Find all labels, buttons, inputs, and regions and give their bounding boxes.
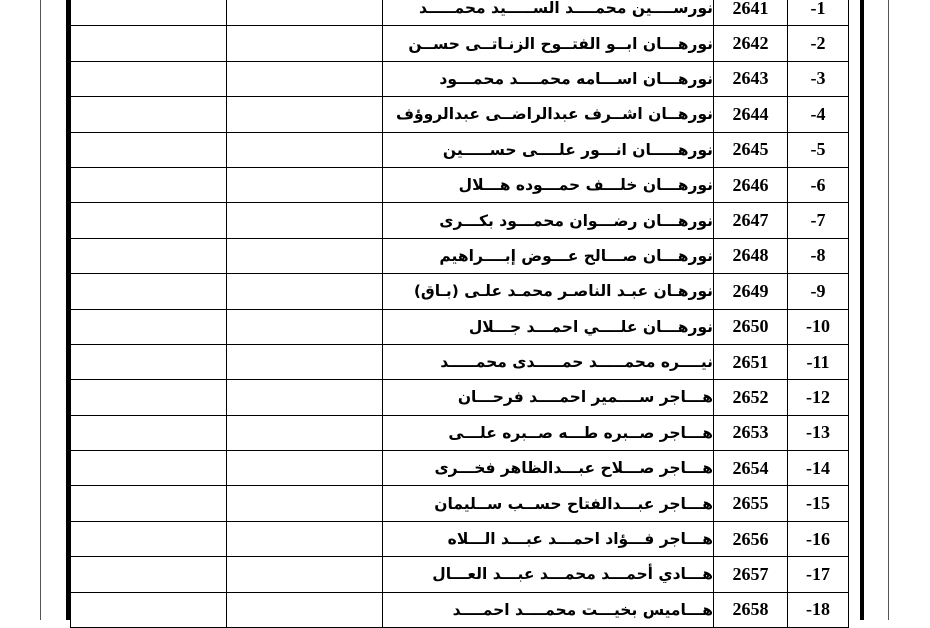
serial-number-cell: -7 xyxy=(788,203,849,238)
student-name-cell: نورهـان عبـد الناصـر محمـد علـى (بـاق) xyxy=(383,274,714,309)
student-name-cell: نورهــان اشــرف عبدالراضــى عبدالروؤف xyxy=(383,97,714,132)
student-table xyxy=(70,0,849,628)
page-border-right xyxy=(888,0,889,620)
student-name-cell: نورهـــان ابــو الفتــوح الزنـاتــى حســن xyxy=(383,26,714,61)
serial-number-cell: -6 xyxy=(788,167,849,202)
serial-number-cell: -3 xyxy=(788,61,849,96)
blank-cell xyxy=(227,0,383,26)
student-name-cell: هـــاميس بخيـــت محمــــد احمــــد xyxy=(383,592,714,627)
blank-cell xyxy=(227,167,383,202)
blank-cell xyxy=(227,132,383,167)
table-row xyxy=(71,344,849,379)
serial-number-cell: -4 xyxy=(788,97,849,132)
blank-cell xyxy=(227,238,383,273)
table-row xyxy=(71,274,849,309)
student-name-cell: هـــادي أحمـــد محمـــد عبـــد العـــال xyxy=(383,557,714,592)
seat-number-cell: 2643 xyxy=(714,61,788,96)
seat-number-cell: 2657 xyxy=(714,557,788,592)
blank-cell xyxy=(71,97,227,132)
seat-number-cell: 2655 xyxy=(714,486,788,521)
blank-cell xyxy=(227,557,383,592)
blank-cell xyxy=(71,380,227,415)
seat-number-cell: 2642 xyxy=(714,26,788,61)
serial-number-cell: -15 xyxy=(788,486,849,521)
blank-cell xyxy=(71,415,227,450)
student-name-cell: هـــاجر عبـــدالفتاح حســب ســليمان xyxy=(383,486,714,521)
table-row xyxy=(71,451,849,486)
seat-number-cell: 2650 xyxy=(714,309,788,344)
blank-cell xyxy=(227,309,383,344)
serial-number-cell: -17 xyxy=(788,557,849,592)
blank-cell xyxy=(227,592,383,627)
student-name-cell: هـــاجر صـــلاح عبـــدالظاهر فخـــرى xyxy=(383,451,714,486)
frame-border-right xyxy=(860,0,864,620)
student-name-cell: نورهـــــان انـــور علــــى حســـــين xyxy=(383,132,714,167)
serial-number-cell: -8 xyxy=(788,238,849,273)
blank-cell xyxy=(71,0,227,26)
seat-number-cell: 2653 xyxy=(714,415,788,450)
page-border-left xyxy=(40,0,41,620)
blank-cell xyxy=(71,167,227,202)
blank-cell xyxy=(71,309,227,344)
serial-number-cell: -16 xyxy=(788,521,849,556)
table-row xyxy=(71,557,849,592)
student-name-cell: نيــــره محمـــــد حمـــــدى محمـــــد xyxy=(383,344,714,379)
seat-number-cell: 2645 xyxy=(714,132,788,167)
student-name-cell: هـــاجر فـــؤاد احمـــد عبـــد الـــلاه xyxy=(383,521,714,556)
serial-number-cell: -10 xyxy=(788,309,849,344)
blank-cell xyxy=(227,274,383,309)
seat-number-cell: 2641 xyxy=(714,0,788,26)
blank-cell xyxy=(227,415,383,450)
table-row xyxy=(71,203,849,238)
student-name-cell: نورهـــان علــــي احمـــد جـــلال xyxy=(383,309,714,344)
blank-cell xyxy=(71,132,227,167)
seat-number-cell: 2646 xyxy=(714,167,788,202)
blank-cell xyxy=(71,451,227,486)
blank-cell xyxy=(71,557,227,592)
blank-cell xyxy=(71,592,227,627)
table-row xyxy=(71,521,849,556)
table-row xyxy=(71,592,849,627)
serial-number-cell: -1 xyxy=(788,0,849,26)
table-body xyxy=(71,0,849,628)
serial-number-cell: -11 xyxy=(788,344,849,379)
blank-cell xyxy=(227,26,383,61)
student-name-cell: هـــاجر صــبره طـــه صــبره علـــى xyxy=(383,415,714,450)
seat-number-cell: 2647 xyxy=(714,203,788,238)
seat-number-cell: 2652 xyxy=(714,380,788,415)
blank-cell xyxy=(71,203,227,238)
blank-cell xyxy=(71,521,227,556)
table-row xyxy=(71,238,849,273)
blank-cell xyxy=(227,521,383,556)
serial-number-cell: -2 xyxy=(788,26,849,61)
serial-number-cell: -13 xyxy=(788,415,849,450)
blank-cell xyxy=(71,274,227,309)
blank-cell xyxy=(227,344,383,379)
student-name-cell: نورســــين محمــــد الســـــيد محمـــــد xyxy=(383,0,714,26)
serial-number-cell: -12 xyxy=(788,380,849,415)
seat-number-cell: 2654 xyxy=(714,451,788,486)
blank-cell xyxy=(227,97,383,132)
blank-cell xyxy=(71,26,227,61)
table-row xyxy=(71,0,849,26)
seat-number-cell: 2651 xyxy=(714,344,788,379)
serial-number-cell: -5 xyxy=(788,132,849,167)
blank-cell xyxy=(71,486,227,521)
blank-cell xyxy=(227,486,383,521)
table-row xyxy=(71,167,849,202)
student-name-cell: هـــاجر ســــمير احمــــد فرحـــان xyxy=(383,380,714,415)
blank-cell xyxy=(227,451,383,486)
serial-number-cell: -9 xyxy=(788,274,849,309)
table-row xyxy=(71,61,849,96)
seat-number-cell: 2648 xyxy=(714,238,788,273)
blank-cell xyxy=(227,61,383,96)
seat-number-cell: 2644 xyxy=(714,97,788,132)
student-name-cell: نورهـــان رضـــوان محمـــود بكـــرى xyxy=(383,203,714,238)
seat-number-cell: 2658 xyxy=(714,592,788,627)
table-row xyxy=(71,132,849,167)
table-row xyxy=(71,415,849,450)
table-row xyxy=(71,486,849,521)
student-name-cell: نورهـــان اســـامه محمــــد محمـــود xyxy=(383,61,714,96)
serial-number-cell: -14 xyxy=(788,451,849,486)
table-row xyxy=(71,309,849,344)
seat-number-cell: 2649 xyxy=(714,274,788,309)
table-row xyxy=(71,97,849,132)
blank-cell xyxy=(227,203,383,238)
table-row xyxy=(71,26,849,61)
student-name-cell: نورهـــان صـــالح عـــوض إبــــراهيم xyxy=(383,238,714,273)
blank-cell xyxy=(227,380,383,415)
seat-number-cell: 2656 xyxy=(714,521,788,556)
table-row xyxy=(71,380,849,415)
student-name-cell: نورهـــان خلـــف حمـــوده هـــلال xyxy=(383,167,714,202)
blank-cell xyxy=(71,344,227,379)
blank-cell xyxy=(71,61,227,96)
serial-number-cell: -18 xyxy=(788,592,849,627)
blank-cell xyxy=(71,238,227,273)
